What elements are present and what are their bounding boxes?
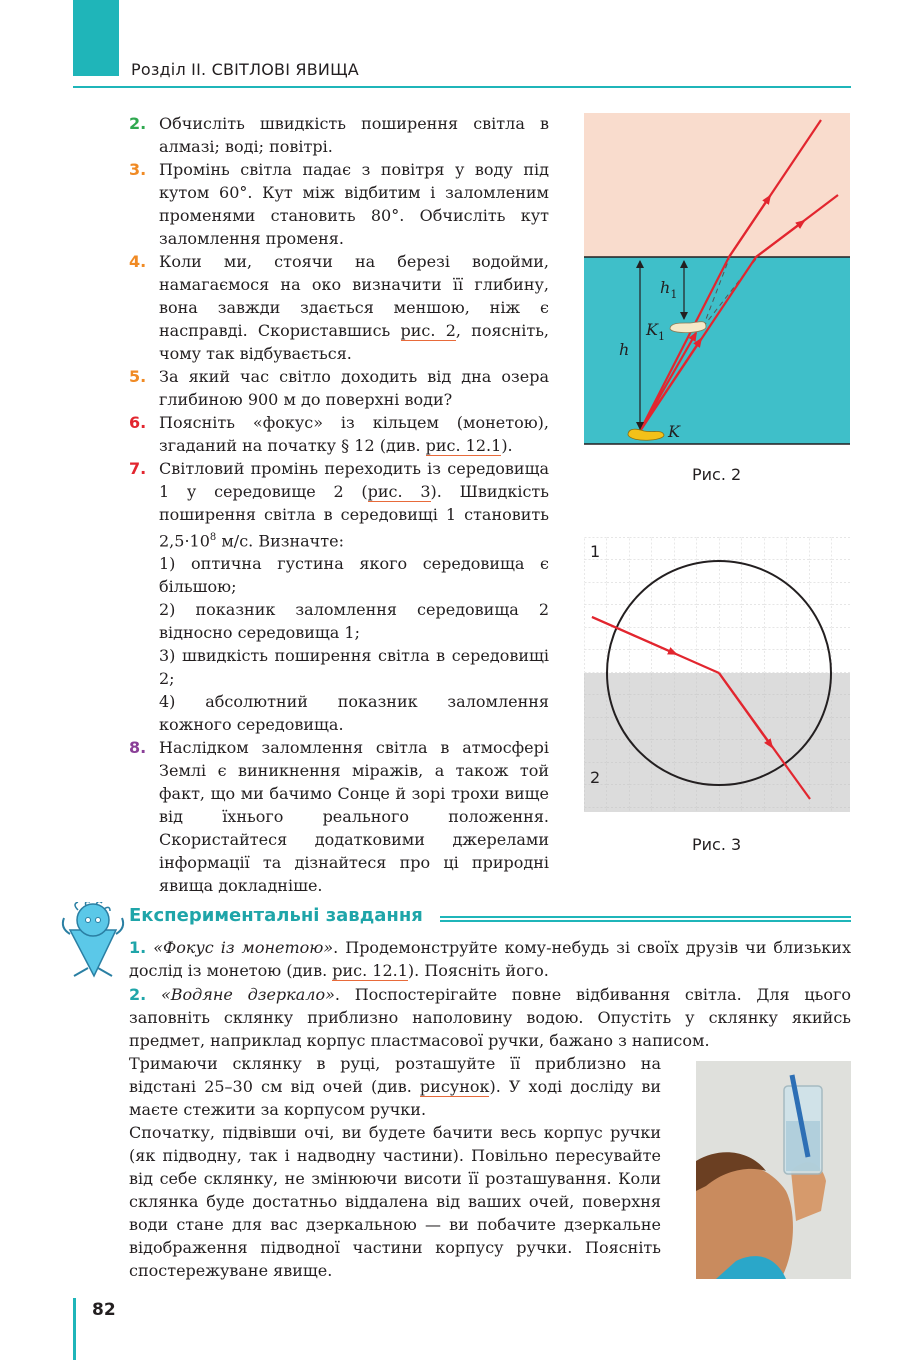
mascot-icon xyxy=(58,902,128,980)
question-text xyxy=(159,250,549,365)
question-5 xyxy=(129,365,549,411)
task-1-body xyxy=(129,938,851,981)
question-number: 3. xyxy=(129,160,147,179)
figure-3-caption: Рис. 3 xyxy=(692,835,742,854)
question-text: Обчисліть швидкість поширення світла в алмазі; воді; повітрі. xyxy=(159,114,549,156)
question-text xyxy=(159,457,549,552)
question-3 xyxy=(129,158,549,250)
task-2-paragraph-2 xyxy=(129,1052,661,1121)
task-title: «Водяне дзеркало» xyxy=(160,985,335,1004)
question-number: 7. xyxy=(129,459,147,478)
task-number: 2. xyxy=(129,985,147,1004)
label-h: h xyxy=(619,340,630,359)
task-2 xyxy=(129,983,851,1052)
question-text: Промінь світла падає з повітря у воду під кутом 60°. Кут між відбитим і заломленим променями становить 80°. Обчисліть кут заломлення променя. xyxy=(159,160,549,248)
section-title: Розділ ІІ. СВІТЛОВІ ЯВИЩА xyxy=(131,60,359,79)
task-number: 1. xyxy=(129,938,147,957)
experimental-heading: Експериментальні завдання xyxy=(129,905,423,926)
figure-2-caption: Рис. 2 xyxy=(692,465,742,484)
text-part: Коли ми, стоячи на березі водойми, намагаємося на око визначити її глибину, вона завжди здається меншою, ніж є насправді. Скориставшись xyxy=(159,252,549,340)
figure-link[interactable]: рис. 3 xyxy=(367,482,431,501)
label-k: K xyxy=(668,422,680,441)
figure-2-refraction-depth xyxy=(584,113,850,446)
text-part: . Поспостерігайте повне відбивання світла. Для цього заповніть склянку приблизно наполовину водою. Опустіть у склянку якийсь предмет, наприклад корпус пластмасової ручки, бажано з написом. xyxy=(129,985,852,1050)
question-6 xyxy=(129,411,549,457)
exponent: 8 xyxy=(209,532,217,543)
figure-link[interactable]: рис. 12.1 xyxy=(425,436,502,455)
figure-link[interactable]: рисунок xyxy=(419,1077,490,1096)
question-7 xyxy=(129,457,549,552)
question-2 xyxy=(129,112,549,158)
sub-question: 2) показник заломлення середовища 2 відносно середовища 1; xyxy=(159,600,549,643)
label-medium-1: 1 xyxy=(590,542,601,561)
footer-bar xyxy=(73,1298,76,1360)
question-text xyxy=(159,411,549,457)
text-part: ). У ході досліду ви маєте стежити за корпусом ручки. xyxy=(129,1077,661,1119)
question-number: 2. xyxy=(129,114,147,133)
text-part: м/с. Визначте: xyxy=(216,531,344,551)
question-text: За який час світло доходить від дна озера глибиною 900 м до поверхні води? xyxy=(159,367,549,409)
text-part: Поясніть «фокус» із кільцем (монетою), згаданий на початку § 12 (див. xyxy=(159,413,549,455)
label-h1-sub: 1 xyxy=(670,288,678,301)
figure-link[interactable]: рис. 2 xyxy=(400,321,456,340)
figure-link[interactable]: рис. 12.1 xyxy=(332,961,408,980)
text-part: ). xyxy=(501,436,513,455)
question-8 xyxy=(129,736,549,897)
text-part: Тримаючи склянку в руці, розташуйте її приблизно на відстані 25–30 см від очей (див. xyxy=(129,1054,661,1096)
text-part: ). Поясніть його. xyxy=(407,961,549,980)
header-rule xyxy=(73,86,851,88)
task-2-paragraph-3: Спочатку, підвівши очі, ви будете бачити весь корпус ручки (як підводну, так і надводну частини). Повільно пересувайте від себе склянку, не змінюючи висоти її розташування. Коли склянка буде достатньо віддалена від ваших очей, поверхня води стане для вас дзеркальною — ви побачите дзеркальне відображення підводної частини корпусу ручки. Поясніть спостережуване явище. xyxy=(129,1123,661,1280)
sub-question: 4) абсолютний показник заломлення кожного середовища. xyxy=(159,692,549,735)
page-number: 82 xyxy=(92,1300,116,1320)
question-4 xyxy=(129,250,549,365)
question-number: 8. xyxy=(129,738,147,758)
question-number: 6. xyxy=(129,413,147,432)
question-list xyxy=(129,112,549,897)
text-part: ). Швидкість поширення світла в середовищі 1 становить 2,5·10 xyxy=(159,482,549,551)
task-1 xyxy=(129,936,851,982)
text-part: , поясніть, чому так відбувається. xyxy=(159,321,549,363)
header-tab xyxy=(73,0,119,76)
text-part: Світловий промінь переходить із середовища 1 у середовище 2 ( xyxy=(159,459,549,501)
question-text: Наслідком заломлення світла в атмосфері Землі є виникнення міражів, а також той факт, що ми бачимо Сонце й зорі трохи вище від їхнього реального положення. Скористайтеся додатковими джерелами інформації та дізнайтеся про ці природні явища докладніше. xyxy=(159,738,549,896)
question-number: 4. xyxy=(129,252,147,271)
sub-question: 3) швидкість поширення світла в середовищі 2; xyxy=(159,646,549,689)
label-medium-2: 2 xyxy=(590,768,601,787)
sub-question: 1) оптична густина якого середовища є більшою; xyxy=(159,554,549,597)
heading-rule xyxy=(440,916,851,922)
label-k1-main: K xyxy=(646,320,658,339)
question-number: 5. xyxy=(129,367,147,386)
text-part: . Продемонструйте кому-небудь зі своїх друзів чи близьких дослід із монетою (див. xyxy=(129,938,851,980)
grid xyxy=(584,537,850,812)
child-with-glass-photo xyxy=(696,1061,851,1279)
task-title: «Фокус із монетою» xyxy=(153,938,334,957)
label-h1-main: h xyxy=(660,278,671,297)
task-2-body xyxy=(129,985,851,1050)
label-k1-sub: 1 xyxy=(657,330,665,343)
figure-3-refraction-grid xyxy=(584,537,850,812)
